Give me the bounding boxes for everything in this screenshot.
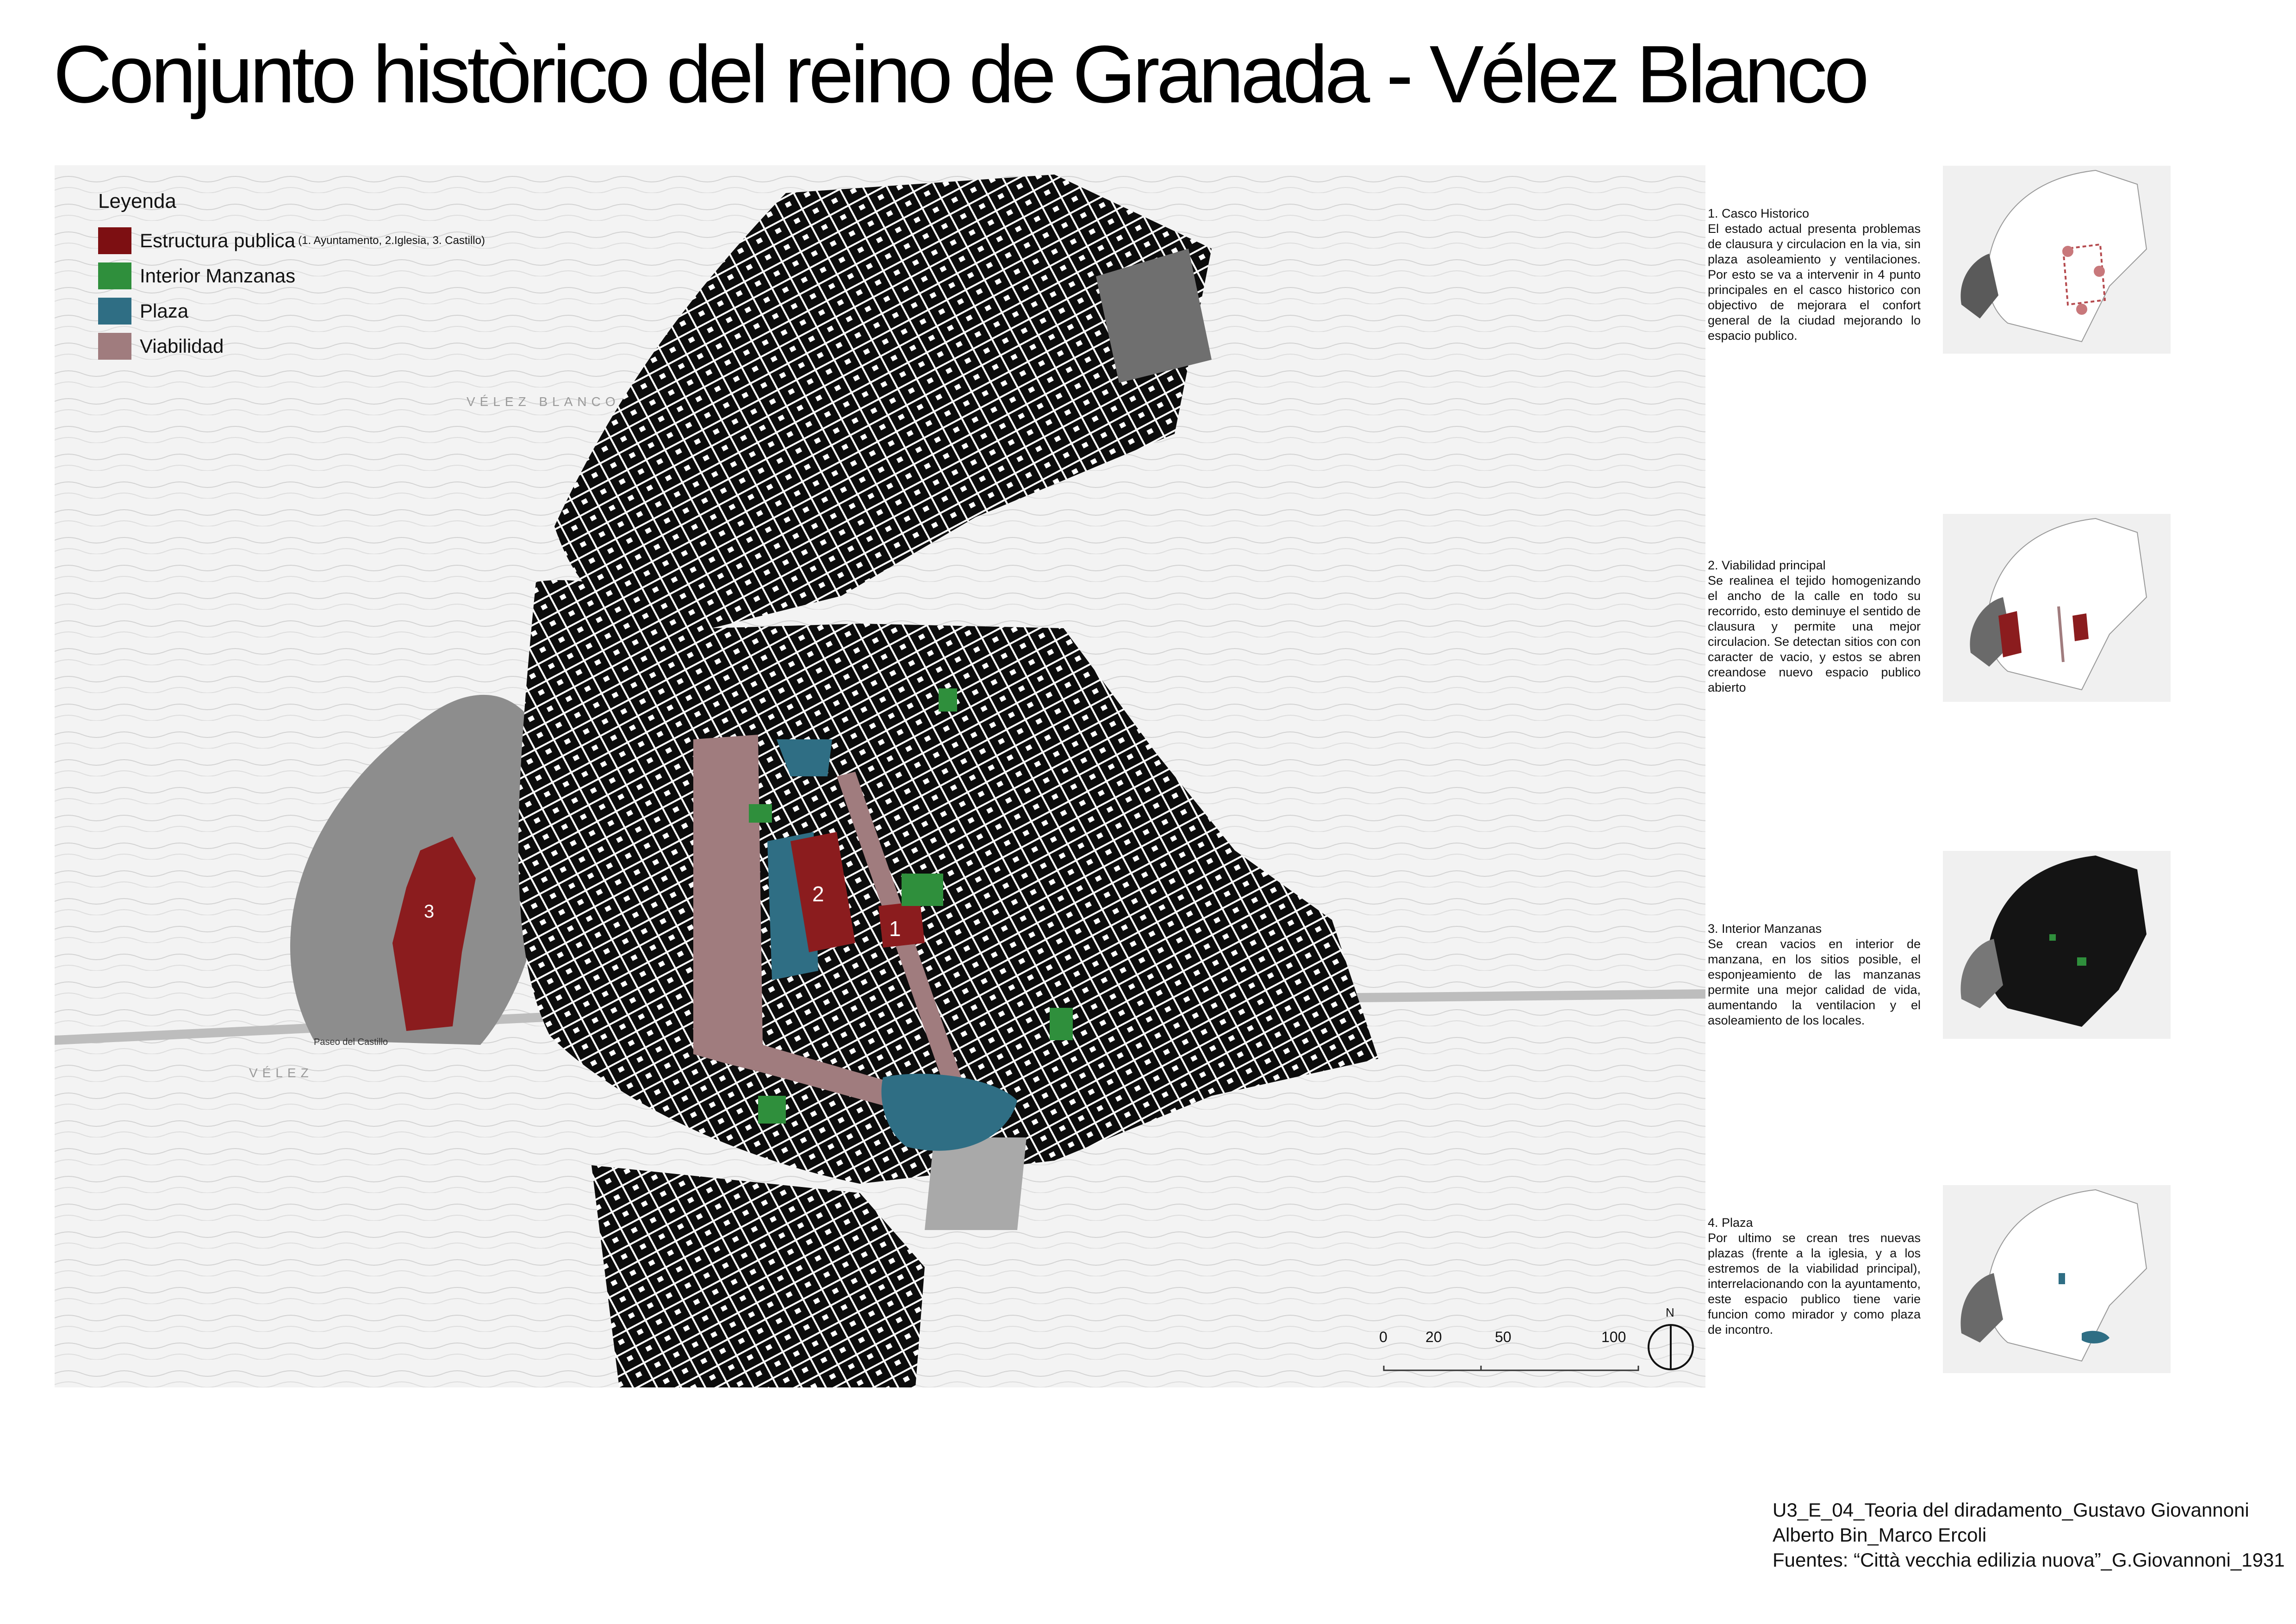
thumbnail-casco-historico <box>1943 166 2171 354</box>
legend-label: Interior Manzanas <box>140 265 296 287</box>
scale-bar <box>1379 1329 1666 1393</box>
ayuntamiento-building <box>878 901 925 948</box>
legend-item-estructura <box>98 223 485 258</box>
credit-line: U3_E_04_Teoria del diradamento_Gustavo Giovannoni <box>1773 1499 2249 1521</box>
legend-item-plaza <box>98 294 485 329</box>
site-label: Paseo del Castillo <box>314 1037 388 1047</box>
legend-swatch <box>98 298 131 325</box>
place-label: VÉLEZ BLANCO <box>467 394 620 409</box>
legend-item-viabilidad <box>98 329 485 364</box>
interior-manzana-patch <box>749 804 772 823</box>
thumbnail-interior-manzanas <box>1943 851 2171 1039</box>
legend-swatch <box>98 227 131 254</box>
compass-icon <box>1645 1305 1696 1375</box>
legend-title: Leyenda <box>98 190 176 212</box>
scale-graphic <box>1379 1329 1666 1393</box>
north-letter: N <box>1666 1305 1674 1319</box>
step-2-text <box>1708 558 1921 695</box>
legend-swatch <box>98 262 131 289</box>
step-title: 4. Plaza <box>1708 1216 1753 1230</box>
step-4-text <box>1708 1215 1921 1337</box>
step-3-text <box>1708 921 1921 1028</box>
thumbnail-map <box>1943 1185 2171 1373</box>
scale-label: 100 <box>1601 1329 1626 1345</box>
town-plan-map <box>55 165 1705 1387</box>
credits <box>1773 1498 2285 1573</box>
step-body: El estado actual presenta problemas de clausura y circulacion en la via, sin plaza asoleamiento y ventilaciones. Por esto se va a intervenir in 4 punto principales en el casco historico con objectivo de mejorara el confort general de la ciudad mejorando lo espacio publico. <box>1708 222 1921 343</box>
legend-label: Viabilidad <box>140 335 224 357</box>
thumbnail-viabilidad <box>1943 514 2171 702</box>
step-body: Por ultimo se crean tres nuevas plazas (frente a la iglesia, y a los estremos de la viabilidad principal), interrelacionando con la ayuntamento, este espacio publico tiene varie funcion como mirador y como plaza de incontro. <box>1708 1231 1921 1337</box>
interior-manzana-patch <box>1050 1008 1073 1040</box>
legend-label: Plaza <box>140 300 189 322</box>
step-title: 1. Casco Historico <box>1708 206 1810 220</box>
legend-note: (1. Ayuntamento, 2.Iglesia, 3. Castillo) <box>298 234 485 247</box>
north-arrow <box>1645 1305 1696 1375</box>
scale-label: 0 <box>1379 1329 1388 1345</box>
step-body: Se realinea el tejido homogenizando el ancho de la calle en todo su recorrido, esto deminuye el sentido de clausura y permite una mejor circulacion. Se detectan sitios con con caracter de vacio, y estos se abren creandose nuevo espacio publico abierto <box>1708 574 1921 694</box>
thumbnail-map <box>1943 851 2171 1039</box>
thumbnail-plaza <box>1943 1185 2171 1373</box>
credit-line: Alberto Bin_Marco Ercoli <box>1773 1524 1987 1546</box>
credit-line: Fuentes: “Città vecchia edilizia nuova”_G.Giovannoni_1931 <box>1773 1549 2285 1571</box>
place-label: VÉLEZ <box>249 1066 313 1080</box>
legend-swatch <box>98 333 131 360</box>
legend <box>98 190 485 364</box>
step-body: Se crean vacios en interior de manzana, en los sitios posible, el esponjeamiento de las manzanas permite una mejor calidad de vida, aumentando la ventilacion y el asoleamiento de los locales. <box>1708 937 1921 1027</box>
step-1-text <box>1708 206 1921 344</box>
scale-label: 50 <box>1495 1329 1512 1345</box>
legend-label: Estructura publica <box>140 230 296 251</box>
building-label-ayuntamiento: 1 <box>889 917 901 941</box>
thumbnail-map <box>1943 514 2171 702</box>
building-label-iglesia: 2 <box>812 882 824 906</box>
step-title: 3. Interior Manzanas <box>1708 922 1822 936</box>
page-title: Conjunto històrico del reino de Granada - Vélez Blanco <box>53 29 1866 120</box>
thumbnail-map <box>1943 166 2171 354</box>
scale-label: 20 <box>1425 1329 1442 1345</box>
step-title: 2. Viabilidad principal <box>1708 558 1826 572</box>
interior-manzana-patch <box>758 1096 786 1124</box>
building-label-castillo: 3 <box>424 901 435 922</box>
legend-item-interior <box>98 258 485 294</box>
interior-manzana-patch <box>902 874 943 906</box>
interior-manzana-patch <box>939 688 957 712</box>
terrain-patch-south <box>925 1137 1027 1230</box>
